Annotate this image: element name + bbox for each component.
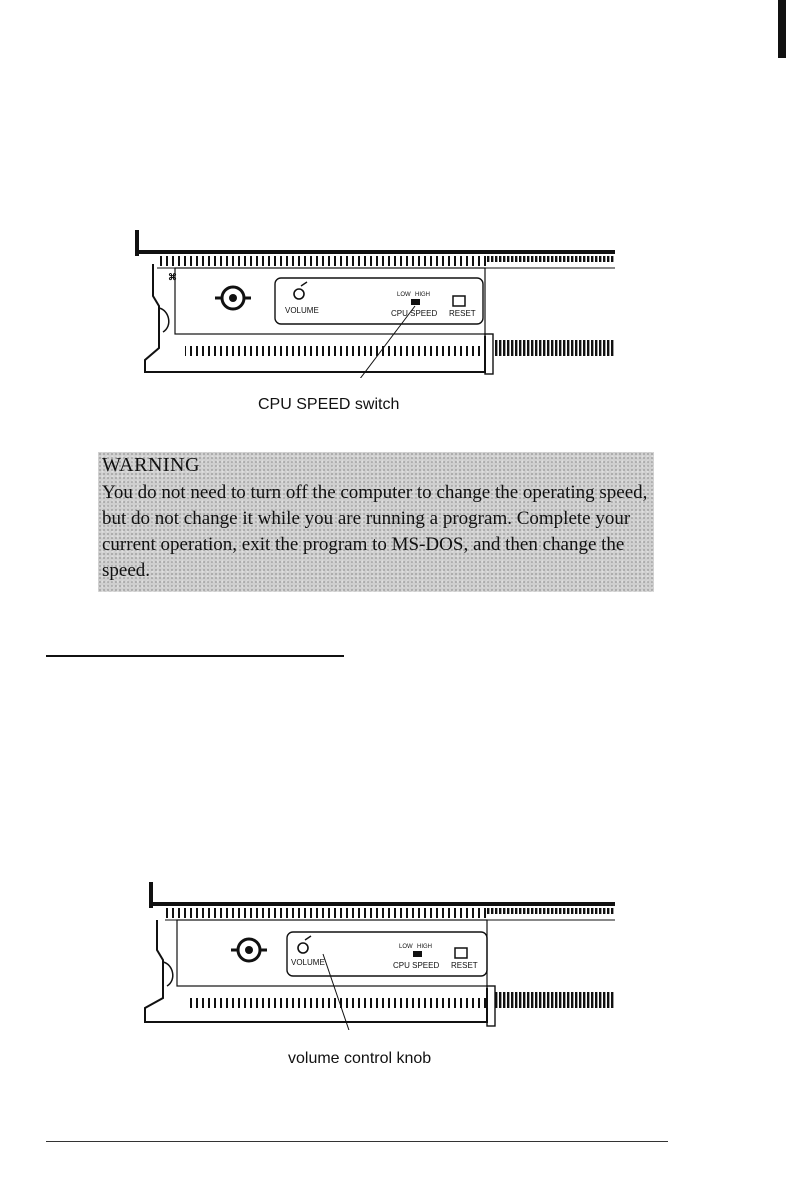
section-divider: [46, 655, 344, 657]
volume-label-2: VOLUME: [291, 958, 325, 967]
footer-rule: [46, 1141, 668, 1142]
low-label-2: LOW: [399, 944, 413, 950]
figure1-caption: CPU SPEED switch: [258, 396, 400, 413]
low-label: LOW: [397, 292, 411, 298]
reset-label: RESET: [449, 309, 476, 318]
figure2-caption: volume control knob: [288, 1050, 432, 1067]
front-panel-illustration-2: [135, 880, 615, 1030]
reset-label-2: RESET: [451, 961, 478, 970]
cpu-speed-switch-2: [413, 951, 422, 957]
cpu-speed-label-2: CPU SPEED: [393, 961, 440, 970]
figure-volume-control-knob: [135, 880, 615, 1030]
svg-text:⌘: ⌘: [168, 272, 177, 282]
warning-box: [98, 452, 654, 592]
high-label-2: HIGH: [417, 944, 432, 950]
warning-body: You do not need to turn off the computer to change the operating speed, but do not change it while you are running a program. Complete your current operation, exit the program to MS-DOS, and then change the speed.: [102, 482, 648, 581]
high-label: HIGH: [415, 292, 430, 298]
front-panel-illustration: [135, 228, 615, 378]
volume-label: VOLUME: [285, 306, 319, 315]
warning-title: WARNING: [102, 454, 200, 476]
figure-cpu-speed-switch: [135, 228, 615, 378]
page-edge-marker: [778, 0, 786, 58]
cpu-speed-switch: [411, 299, 420, 305]
cpu-speed-label: CPU SPEED: [391, 309, 438, 318]
